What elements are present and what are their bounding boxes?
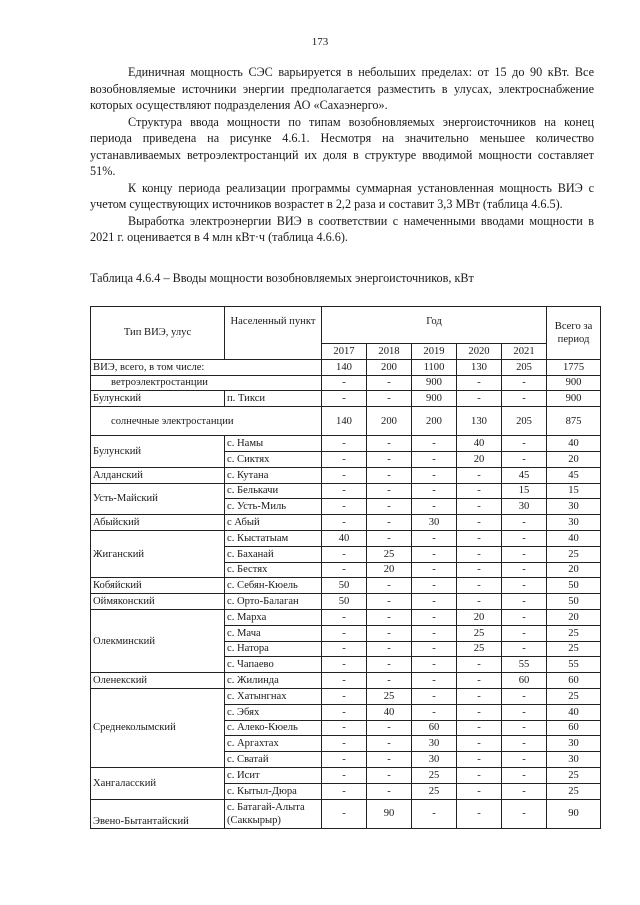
cell: - <box>502 562 547 578</box>
header-type: Тип ВИЭ, улус <box>91 307 225 360</box>
body-text <box>90 64 594 246</box>
cell: - <box>412 451 457 467</box>
cell: - <box>322 391 367 407</box>
cell: - <box>412 546 457 562</box>
cell: - <box>457 483 502 499</box>
cell: 50 <box>322 594 367 610</box>
cell: 25 <box>547 783 601 799</box>
cell: - <box>412 799 457 828</box>
cell: - <box>457 578 502 594</box>
cell: 60 <box>412 720 457 736</box>
locality-cell: с. Белькачи <box>225 483 322 499</box>
locality-cell: с. Кутана <box>225 467 322 483</box>
wind-row <box>91 375 601 391</box>
cell: 205 <box>502 359 547 375</box>
renewables-table <box>90 306 601 829</box>
locality-cell: с. Батагай-Алыта (Саккырыр) <box>225 799 322 828</box>
cell: - <box>367 530 412 546</box>
cell: 30 <box>547 499 601 515</box>
table-row <box>91 578 601 594</box>
cell: - <box>502 736 547 752</box>
ulus-cell: Оймяконский <box>91 594 225 610</box>
cell: 55 <box>547 657 601 673</box>
cell: 60 <box>547 673 601 689</box>
cell: - <box>322 704 367 720</box>
cell: 25 <box>412 783 457 799</box>
cell: - <box>367 483 412 499</box>
cell: - <box>367 451 412 467</box>
cell: - <box>502 515 547 531</box>
cell: - <box>502 451 547 467</box>
cell: 25 <box>547 767 601 783</box>
cell: - <box>322 436 367 452</box>
cell: - <box>322 515 367 531</box>
cell: - <box>322 625 367 641</box>
locality-cell: с. Эбях <box>225 704 322 720</box>
cell: - <box>502 688 547 704</box>
cell: - <box>457 594 502 610</box>
cell: - <box>367 625 412 641</box>
cell: 15 <box>547 483 601 499</box>
table-row <box>91 483 601 499</box>
ulus-cell: Булунский <box>91 391 225 407</box>
cell: - <box>367 783 412 799</box>
cell: - <box>502 625 547 641</box>
cell: - <box>367 657 412 673</box>
cell: 205 <box>502 407 547 436</box>
cell: 50 <box>322 578 367 594</box>
cell: - <box>457 467 502 483</box>
cell: - <box>457 673 502 689</box>
cell: 130 <box>457 407 502 436</box>
table-row <box>91 594 601 610</box>
cell: 40 <box>367 704 412 720</box>
cell: - <box>412 499 457 515</box>
locality-cell: с. Намы <box>225 436 322 452</box>
cell: 60 <box>502 673 547 689</box>
cell: 30 <box>547 736 601 752</box>
cell: 20 <box>547 451 601 467</box>
cell: 900 <box>412 391 457 407</box>
table-caption: Таблица 4.6.4 – Вводы мощности возобновляемых энергоисточников, кВт <box>90 271 474 285</box>
cell: - <box>502 767 547 783</box>
locality-cell: с. Хатынгнах <box>225 688 322 704</box>
cell: 30 <box>412 736 457 752</box>
ulus-cell: Эвено-Бытантайский <box>91 799 225 828</box>
cell: - <box>322 467 367 483</box>
locality-cell: с. Себян-Кюель <box>225 578 322 594</box>
cell: 45 <box>547 467 601 483</box>
cell: - <box>367 436 412 452</box>
ulus-cell: Среднеколымский <box>91 688 225 767</box>
cell: - <box>322 673 367 689</box>
cell: - <box>502 530 547 546</box>
cell: - <box>412 578 457 594</box>
cell: 90 <box>367 799 412 828</box>
solar-row <box>91 407 601 436</box>
cell: - <box>457 752 502 768</box>
cell: - <box>457 688 502 704</box>
total-label: ВИЭ, всего, в том числе: <box>91 359 322 375</box>
locality-cell: с. Марха <box>225 609 322 625</box>
locality-cell: с. Усть-Миль <box>225 499 322 515</box>
ulus-cell: Олекминский <box>91 609 225 672</box>
cell: 90 <box>547 799 601 828</box>
cell: - <box>457 546 502 562</box>
cell: - <box>367 594 412 610</box>
cell: - <box>457 720 502 736</box>
table-row <box>91 767 601 783</box>
cell: - <box>412 467 457 483</box>
cell: 25 <box>457 625 502 641</box>
cell: - <box>457 657 502 673</box>
ulus-cell: Булунский <box>91 436 225 468</box>
cell: 30 <box>502 499 547 515</box>
paragraph: К концу периода реализации программы суммарная установленная мощность ВИЭ с учетом существующих источников возрастет в 2,2 раза и составит 3,3 МВт (таблица 4.6.5). <box>90 180 594 211</box>
cell: 200 <box>367 407 412 436</box>
table-row <box>91 530 601 546</box>
cell: 25 <box>412 767 457 783</box>
cell: 25 <box>547 625 601 641</box>
table-row <box>91 391 601 407</box>
table-row <box>91 799 601 828</box>
cell: 20 <box>457 609 502 625</box>
cell: 30 <box>547 515 601 531</box>
header-year: Год <box>322 307 547 344</box>
locality-cell: с. Жилинда <box>225 673 322 689</box>
cell: 25 <box>547 546 601 562</box>
cell: - <box>367 375 412 391</box>
locality-cell: с. Кытыл-Дюра <box>225 783 322 799</box>
cell: - <box>322 609 367 625</box>
cell: - <box>322 483 367 499</box>
locality-cell: с. Алеко-Кюель <box>225 720 322 736</box>
cell: - <box>367 391 412 407</box>
ulus-cell: Абыйский <box>91 515 225 531</box>
cell: - <box>412 704 457 720</box>
locality-cell: с. Аргахтах <box>225 736 322 752</box>
cell: 25 <box>547 688 601 704</box>
header-year-col: 2021 <box>502 344 547 360</box>
cell: 1100 <box>412 359 457 375</box>
table-row <box>91 436 601 452</box>
cell: 25 <box>367 546 412 562</box>
cell: - <box>457 704 502 720</box>
cell: 55 <box>502 657 547 673</box>
cell: 20 <box>367 562 412 578</box>
cell: - <box>502 436 547 452</box>
locality-cell: с. Натора <box>225 641 322 657</box>
cell: - <box>502 594 547 610</box>
cell: - <box>412 436 457 452</box>
table-row <box>91 515 601 531</box>
table-row <box>91 467 601 483</box>
page-number: 173 <box>311 36 329 48</box>
cell: 30 <box>412 752 457 768</box>
locality-cell: с. Чапаево <box>225 657 322 673</box>
cell: 20 <box>547 609 601 625</box>
locality-cell: с. Баханай <box>225 546 322 562</box>
locality-cell: с Абый <box>225 515 322 531</box>
cell: - <box>367 467 412 483</box>
cell: - <box>367 578 412 594</box>
cell: - <box>412 688 457 704</box>
locality-cell: с. Мача <box>225 625 322 641</box>
cell: 1775 <box>547 359 601 375</box>
cell: 25 <box>547 641 601 657</box>
cell: 900 <box>547 375 601 391</box>
cell: - <box>412 657 457 673</box>
paragraph: Структура ввода мощности по типам возобновляемых энергоисточников на конец периода приведена на рисунке 4.6.1. Несмотря на значительно меньшее количество устанавливаемых ветроэлектростанций их доля в структуре вводимой мощности составляет 51%. <box>90 114 594 178</box>
cell: 25 <box>457 641 502 657</box>
cell: - <box>502 720 547 736</box>
cell: - <box>322 688 367 704</box>
cell: 40 <box>457 436 502 452</box>
paragraph: Выработка электроэнергии ВИЭ в соответствии с намеченными вводами мощности в 2021 г. оценивается в 4 млн кВт·ч (таблица 4.6.6). <box>90 213 594 244</box>
cell: - <box>322 720 367 736</box>
paragraph: Единичная мощность СЭС варьируется в небольших пределах: от 15 до 90 кВт. Все возобновляемые источники энергии предполагается разместить в улусах, электроснабжение которых осуществляют подразделения АО «Сахаэнерго». <box>90 65 594 112</box>
locality-cell: с. Сватай <box>225 752 322 768</box>
cell: - <box>412 594 457 610</box>
ulus-cell: Хангаласский <box>91 767 225 799</box>
cell: 140 <box>322 359 367 375</box>
cell: - <box>457 736 502 752</box>
cell: 50 <box>547 578 601 594</box>
cell: 40 <box>547 436 601 452</box>
ulus-cell: Алданский <box>91 467 225 483</box>
cell: - <box>367 736 412 752</box>
cell: 60 <box>547 720 601 736</box>
cell: - <box>367 720 412 736</box>
locality-cell: п. Тикси <box>225 391 322 407</box>
cell: - <box>412 673 457 689</box>
cell: 50 <box>547 594 601 610</box>
cell: 900 <box>547 391 601 407</box>
cell: - <box>322 799 367 828</box>
cell: - <box>457 783 502 799</box>
cell: - <box>412 625 457 641</box>
cell: - <box>367 609 412 625</box>
cell: - <box>367 673 412 689</box>
solar-label: солнечные электростанции <box>91 407 322 436</box>
cell: - <box>457 767 502 783</box>
cell: 45 <box>502 467 547 483</box>
cell: - <box>502 609 547 625</box>
cell: - <box>502 783 547 799</box>
cell: 140 <box>322 407 367 436</box>
cell: - <box>367 515 412 531</box>
ulus-cell: Усть-Майский <box>91 483 225 515</box>
cell: - <box>367 752 412 768</box>
cell: - <box>367 499 412 515</box>
cell: - <box>502 546 547 562</box>
locality-cell: с. Исит <box>225 767 322 783</box>
cell: - <box>322 546 367 562</box>
cell: 30 <box>412 515 457 531</box>
cell: - <box>457 799 502 828</box>
cell: - <box>412 609 457 625</box>
header-year-col: 2019 <box>412 344 457 360</box>
table-row <box>91 609 601 625</box>
cell: - <box>502 704 547 720</box>
total-row <box>91 359 601 375</box>
cell: 15 <box>502 483 547 499</box>
table-row <box>91 688 601 704</box>
cell: - <box>457 515 502 531</box>
cell: 200 <box>367 359 412 375</box>
locality-cell: с. Бестях <box>225 562 322 578</box>
cell: 900 <box>412 375 457 391</box>
table-row <box>91 673 601 689</box>
cell: - <box>322 736 367 752</box>
cell: - <box>502 578 547 594</box>
ulus-cell: Жиганский <box>91 530 225 577</box>
cell: - <box>322 641 367 657</box>
cell: - <box>367 767 412 783</box>
header-year-col: 2017 <box>322 344 367 360</box>
locality-cell: с. Сиктях <box>225 451 322 467</box>
header-year-col: 2020 <box>457 344 502 360</box>
cell: 20 <box>547 562 601 578</box>
cell: 130 <box>457 359 502 375</box>
cell: - <box>457 562 502 578</box>
cell: 25 <box>367 688 412 704</box>
cell: - <box>322 451 367 467</box>
header-total: Всего за период <box>547 307 601 360</box>
cell: 40 <box>322 530 367 546</box>
header-locality: Населенный пункт <box>225 307 322 360</box>
wind-label: ветроэлектростанции <box>91 375 322 391</box>
cell: - <box>457 499 502 515</box>
ulus-cell: Оленекский <box>91 673 225 689</box>
ulus-cell: Кобяйский <box>91 578 225 594</box>
cell: - <box>457 375 502 391</box>
cell: - <box>322 767 367 783</box>
cell: 40 <box>547 530 601 546</box>
cell: - <box>502 391 547 407</box>
cell: - <box>322 752 367 768</box>
cell: 30 <box>547 752 601 768</box>
cell: - <box>412 483 457 499</box>
cell: 875 <box>547 407 601 436</box>
cell: 20 <box>457 451 502 467</box>
cell: - <box>322 499 367 515</box>
cell: - <box>412 530 457 546</box>
cell: - <box>412 562 457 578</box>
cell: - <box>502 799 547 828</box>
cell: - <box>322 783 367 799</box>
cell: - <box>367 641 412 657</box>
cell: - <box>412 641 457 657</box>
header-year-col: 2018 <box>367 344 412 360</box>
cell: - <box>457 530 502 546</box>
cell: - <box>322 562 367 578</box>
cell: - <box>502 375 547 391</box>
cell: 200 <box>412 407 457 436</box>
cell: - <box>322 375 367 391</box>
cell: - <box>502 641 547 657</box>
cell: 40 <box>547 704 601 720</box>
cell: - <box>457 391 502 407</box>
cell: - <box>502 752 547 768</box>
cell: - <box>322 657 367 673</box>
locality-cell: с. Орто-Балаган <box>225 594 322 610</box>
locality-cell: с. Кыстатыам <box>225 530 322 546</box>
